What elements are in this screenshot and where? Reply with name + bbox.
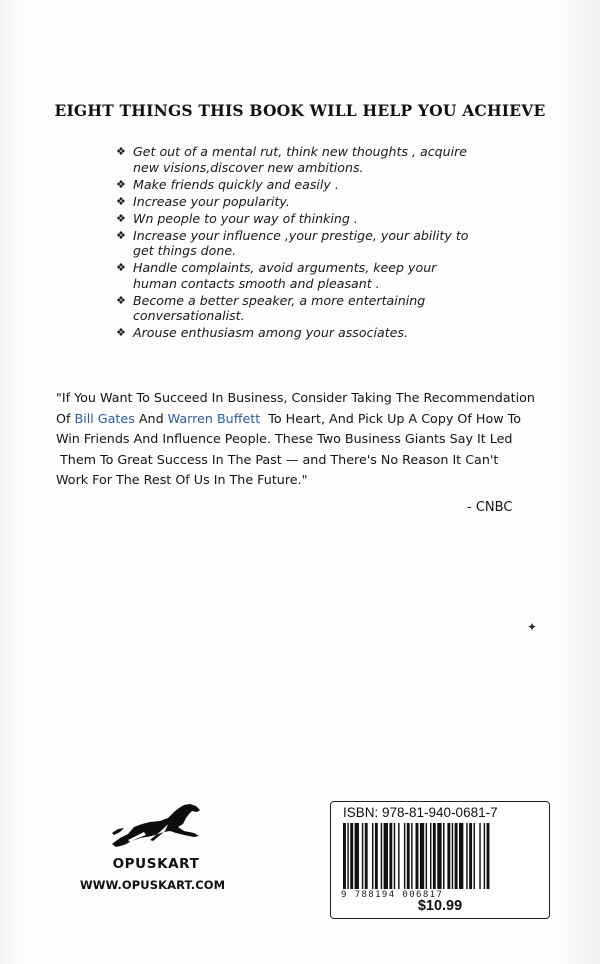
barcode-bar — [455, 823, 458, 889]
diamond-bullet-icon: ❖ — [116, 326, 126, 340]
achievements-list — [116, 144, 516, 342]
bullet-line: get things done. — [133, 243, 237, 259]
barcode-bar — [411, 823, 412, 889]
bullet-line: Arouse enthusiasm among your associates. — [133, 325, 408, 341]
quote-line: To Heart, And Pick Up A Copy Of How To — [260, 410, 521, 426]
list-item — [116, 177, 516, 193]
endorsement-quote — [56, 388, 556, 491]
barcode-bar — [430, 823, 431, 889]
barcode-panel — [330, 801, 550, 919]
quote-line: Work For The Rest Of Us In The Future." — [56, 472, 308, 488]
barcode-bar — [375, 823, 378, 889]
bullet-line: Increase your influence ,your prestige, your ability to — [133, 227, 469, 243]
list-item — [116, 325, 516, 341]
bullet-line: Increase your popularity. — [133, 193, 290, 209]
list-item — [116, 211, 516, 227]
price-label: $10.99 — [417, 898, 463, 914]
isbn-label: ISBN: 978-81-940-0681-7 — [343, 805, 498, 820]
barcode-bar — [355, 823, 359, 889]
bullet-line: Make friends quickly and easily . — [133, 176, 339, 192]
list-item — [116, 194, 516, 210]
barcode-bar — [469, 823, 472, 889]
barcode-bar — [384, 823, 388, 889]
warren-buffett-link: Warren Buffett — [167, 410, 261, 426]
bullet-line: Wn people to your way of thinking . — [133, 210, 358, 226]
barcode-bar — [398, 823, 399, 889]
barcode-bar — [372, 823, 373, 889]
barcode-bar — [484, 823, 485, 889]
barcode-bar — [433, 823, 436, 889]
publisher-website: WWW.OPUSKART.COM — [80, 878, 226, 892]
diamond-bullet-icon: ❖ — [116, 211, 126, 225]
bullet-line: conversationalist. — [133, 308, 245, 324]
list-item — [116, 260, 516, 291]
quote-line: Them To Great Success In The Past — and There's No Reason It Can't — [56, 451, 499, 467]
barcode-bar — [459, 823, 463, 889]
barcode-bar — [404, 823, 405, 889]
leaping-horse-icon — [106, 800, 202, 848]
barcode-digits: 9 788194 006817 — [341, 890, 444, 900]
publisher-name: OPUSKART — [112, 856, 200, 872]
barcode-bar — [407, 823, 410, 889]
bill-gates-link: Bill Gates — [74, 410, 135, 426]
diamond-bullet-icon: ❖ — [116, 228, 126, 242]
barcode-bar — [362, 823, 363, 889]
barcode-bar — [452, 823, 453, 889]
barcode-bar — [447, 823, 450, 889]
diamond-bullet-icon: ❖ — [116, 177, 126, 191]
barcode-bar — [343, 823, 346, 889]
barcode-bar — [420, 823, 424, 889]
bullet-line: Become a better speaker, a more entertaining — [133, 292, 426, 308]
barcode-bar — [474, 823, 475, 889]
barcode-bar — [365, 823, 368, 889]
quote-line: And — [134, 410, 168, 426]
barcode-bar — [381, 823, 382, 889]
print-speck: ✦ — [527, 620, 538, 634]
page-title: EIGHT THINGS THIS BOOK WILL HELP YOU ACHIEVE — [54, 101, 546, 120]
bullet-line: Handle complaints, avoid arguments, keep your — [133, 260, 437, 276]
list-item — [116, 293, 516, 324]
barcode-bar — [347, 823, 348, 889]
diamond-bullet-icon: ❖ — [116, 261, 126, 275]
bullet-line: human contacts smooth and pleasant . — [133, 275, 380, 291]
quote-line: Win Friends And Influence People. These Two Business Giants Say It Led — [56, 431, 513, 447]
quote-line: "If You Want To Succeed In Business, Consider Taking The Recommendation — [56, 390, 535, 405]
barcode-bar — [426, 823, 427, 889]
quote-line: Of — [56, 410, 75, 426]
barcode-bar — [479, 823, 480, 889]
barcode-bar — [389, 823, 392, 889]
diamond-bullet-icon: ❖ — [116, 293, 126, 307]
barcode-bar — [437, 823, 441, 889]
barcode-bar — [466, 823, 467, 889]
barcode-bar — [487, 823, 490, 889]
diamond-bullet-icon: ❖ — [116, 194, 126, 208]
barcode-bar — [350, 823, 353, 889]
barcode-bar — [443, 823, 444, 889]
list-item — [116, 228, 516, 259]
bullet-line: new visions,discover new ambitions. — [133, 159, 364, 175]
barcode-bar — [394, 823, 395, 889]
barcode-bar — [416, 823, 419, 889]
barcode-bars — [343, 823, 535, 889]
quote-source: - CNBC — [467, 500, 513, 515]
list-item — [116, 144, 516, 175]
bullet-line: Get out of a mental rut, think new thoughts , acquire — [133, 144, 468, 159]
diamond-bullet-icon: ❖ — [116, 145, 126, 158]
